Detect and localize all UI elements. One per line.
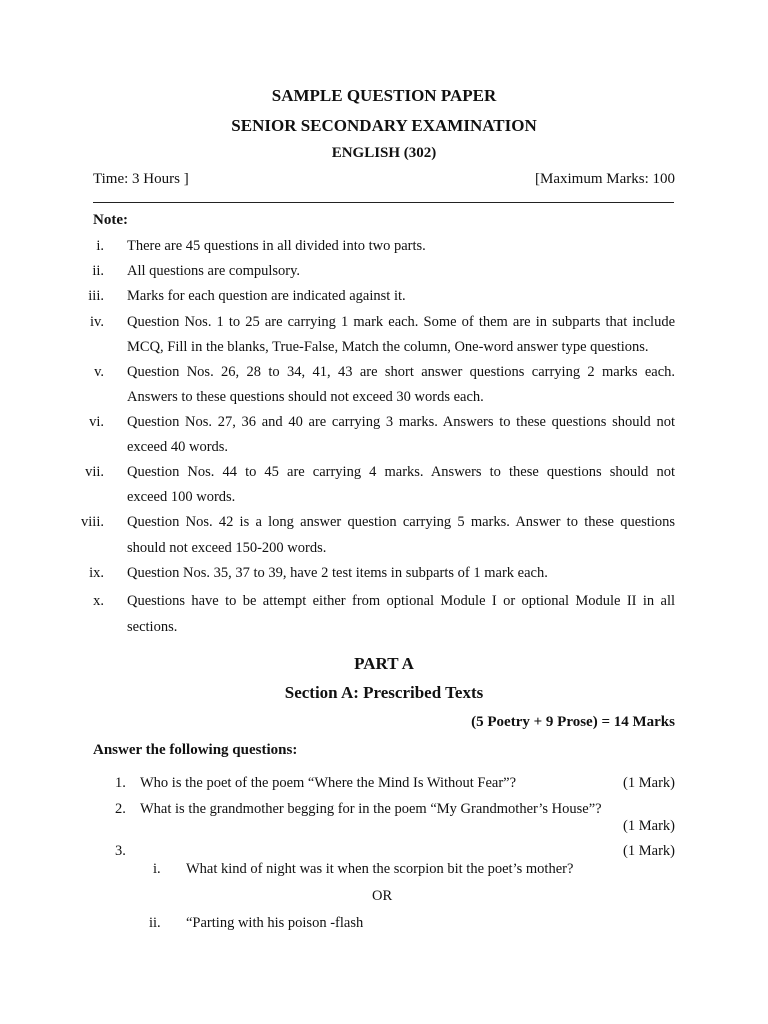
note-item-text: There are 45 questions in all divided into two parts. (127, 238, 426, 254)
question-text: What is the grandmother begging for in the poem “My Grandmother’s House”? (140, 801, 602, 817)
question-number: 1. (115, 775, 126, 791)
note-item-text: Question Nos. 1 to 25 are carrying 1 mark each. Some of them are in subparts that include (127, 314, 675, 330)
note-heading: Note: (93, 212, 128, 228)
note-item-number: ix. (89, 565, 104, 581)
subquestion-number: ii. (149, 915, 161, 931)
question-text: Who is the poet of the poem “Where the Mind Is Without Fear”? (140, 775, 517, 791)
note-item-text: All questions are compulsory. (127, 263, 301, 279)
note-item-text: Answers to these questions should not exceed 30 words each. (127, 389, 484, 405)
subquestion-number: i. (153, 861, 161, 877)
note-item-number: viii. (81, 514, 104, 530)
question-marks: (1 Mark) (623, 818, 675, 834)
section-marks: (5 Poetry + 9 Prose) = 14 Marks (471, 714, 675, 730)
maximum-marks: [Maximum Marks: 100 (535, 171, 675, 187)
note-item-number: vii. (85, 464, 104, 480)
answer-instruction: Answer the following questions: (93, 742, 298, 758)
note-item-number: vi. (89, 414, 104, 430)
note-item-text: Question Nos. 44 to 45 are carrying 4 marks. Answers to these questions should not (127, 464, 675, 480)
note-item-text: Question Nos. 42 is a long answer question carrying 5 marks. Answer to these questions (127, 514, 675, 530)
section-title: Section A: Prescribed Texts (284, 683, 484, 702)
note-item-number: i. (96, 238, 104, 254)
part-title: PART A (354, 654, 414, 673)
subquestion-text: What kind of night was it when the scorpion bit the poet’s mother? (186, 861, 574, 877)
question-marks: (1 Mark) (623, 775, 675, 791)
header-divider (93, 202, 674, 203)
exam-name: SENIOR SECONDARY EXAMINATION (231, 116, 537, 135)
note-item-text: Question Nos. 26, 28 to 34, 41, 43 are short answer questions carrying 2 marks each. (127, 364, 675, 380)
note-item-number: x. (93, 593, 104, 609)
note-item-text: exceed 40 words. (127, 439, 229, 455)
question-number: 3. (115, 843, 126, 859)
or-separator: OR (372, 888, 393, 904)
note-item-text: MCQ, Fill in the blanks, True-False, Match the column, One-word answer type questions. (127, 339, 649, 355)
note-item-number: iii. (88, 288, 104, 304)
note-item-text: exceed 100 words. (127, 489, 236, 505)
note-item-text: Questions have to be attempt either from optional Module I or optional Module II in all (127, 593, 675, 609)
note-item-text: Marks for each question are indicated against it. (127, 288, 406, 304)
subject-code: ENGLISH (302) (331, 145, 437, 161)
note-item-number: iv. (90, 314, 104, 330)
note-item-number: ii. (92, 263, 104, 279)
note-item-number: v. (94, 364, 104, 380)
question-number: 2. (115, 801, 126, 817)
note-item-text: Question Nos. 35, 37 to 39, have 2 test items in subparts of 1 mark each. (127, 565, 548, 581)
subquestion-text: “Parting with his poison -flash (186, 915, 364, 931)
paper-title: SAMPLE QUESTION PAPER (271, 86, 497, 105)
note-item-text: sections. (127, 619, 178, 635)
note-item-text: Question Nos. 27, 36 and 40 are carrying 3 marks. Answers to these questions should not (127, 414, 675, 430)
note-item-text: should not exceed 150-200 words. (127, 540, 327, 556)
time-allowed: Time: 3 Hours ] (93, 171, 189, 187)
question-marks: (1 Mark) (623, 843, 675, 859)
